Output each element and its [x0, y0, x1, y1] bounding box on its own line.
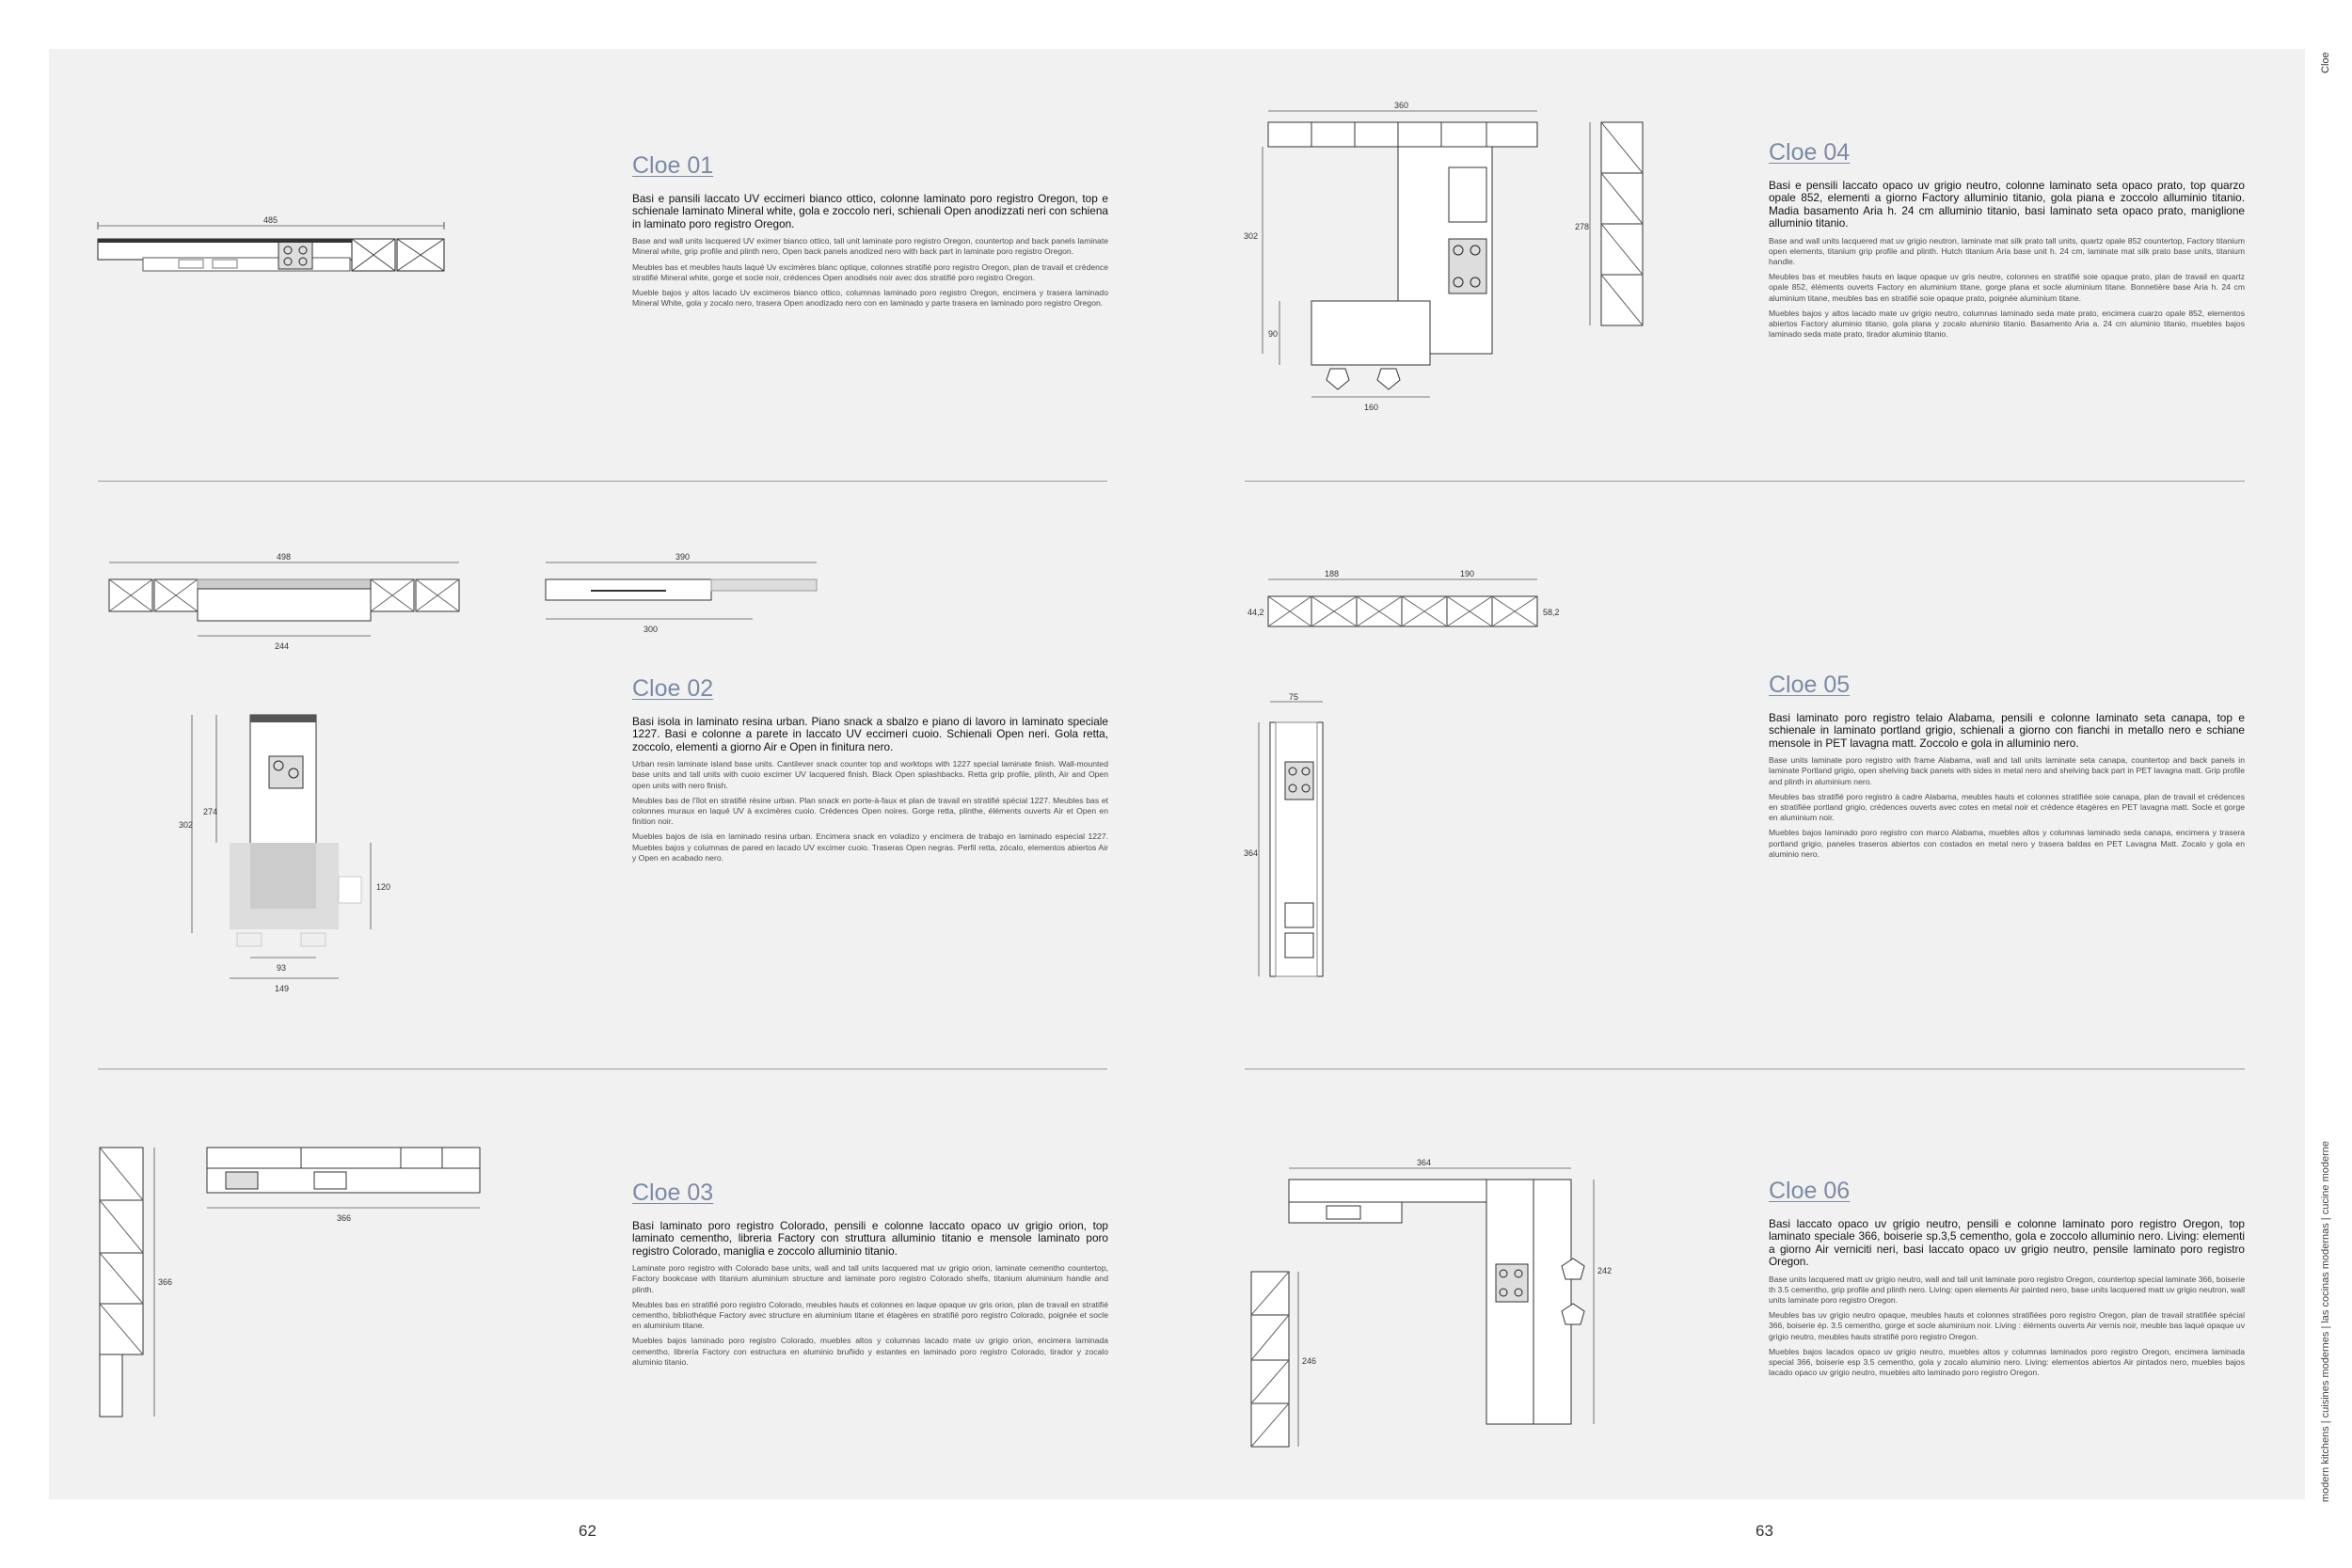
entry-cloe-04 [1769, 139, 2245, 344]
entry-text-es: Muebles bajos de isla en laminado resina urban. Encimera snack en voladizo y encimera de trabajo en laminado especial 1227. Muebles bajos y columnas de pared en lacado UV excimer cuoio. Traseras Open negras. Perfil retta, zócalo, elementos abiertos Air y Open en acabado nero. [632, 832, 1108, 863]
dimension-label: 244 [275, 641, 290, 651]
entry-text-es: Muebles bajos lacados opaco uv grigio neutro, muebles altos y columnas laminados poro registro Oregon, encimera laminada special 366, boiserie esp 3.5 cementho, gola y zocalo aluminio nero. Living: elementos abiertos Air pintados nero, muebles bajos lacado opaco uv grigio neutro, muebles alto laminado poro registro Oregon. [1769, 1346, 2245, 1378]
dimension-label: 90 [1268, 329, 1279, 339]
dimension-label: 364 [1244, 848, 1259, 858]
entry-cloe-03 [632, 1180, 1108, 1372]
floor-plan-drawing [203, 1144, 485, 1238]
floor-plan-cloe-05-wall [1246, 570, 1565, 645]
floor-plan-cloe-06 [1242, 1158, 1637, 1462]
entry-text-en: Base units lacquered matt uv grigio neutro, wall and tall unit laminate poro registro Oregon, countertop special laminate 366, boiserie th 3.5 cementho, grip profile and plinth nero. Living: open elements Air painted nero, base units lacquered matt uv grigio neutron, wall units laminate poro registro Oregon. [1769, 1274, 2245, 1306]
entry-cloe-06 [1769, 1178, 2245, 1383]
dimension-label: 120 [376, 882, 391, 892]
divider [98, 481, 1107, 482]
entry-lead: Basi e pansili laccato UV eccimeri bianco ottico, colonne laminato poro registro Oregon, top e schienale laminato Mineral white, gola e zoccolo neri, schienali Open anodizzati neri con schiena in laminato poro registro Oregon. [632, 192, 1108, 230]
entry-lead: Basi laccato opaco uv grigio neutro, pensili e colonne laminato poro registro Oregon, top laminato speciale 366, boiserie sp.3,5 cementho, gola e zoccolo alluminio nero. Living: elementi a giorno Air verniciti neri, basi laccato opaco uv grigio neutro, pensile laminato poro registro Oregon. [1769, 1217, 2245, 1269]
entry-text-en: Laminate poro registro with Colorado base units, wall and tall units lacquered mat uv grigio orion, laminate cementho countertop, Factory bookcase with titanium aluminium structure and laminate poro registro Colorado shelfs, titanium aluminium handle and plinth. [632, 1263, 1108, 1294]
floor-plan-cloe-01 [94, 214, 452, 290]
floor-plan-drawing [1240, 98, 1654, 418]
floor-plan-cloe-02-top [102, 553, 835, 657]
entry-text-fr: Meubles bas de l'îlot en stratifié résine urban. Plan snack en porte-à-faux et plan de travail en stratifié spécial 1227. Meubles bas et colonnes muraux en laqué UV à excimères cuoio. Crédences Open noires. Gorge retta, plinthe, éléments ouverts Air et Open en finition noir. [632, 795, 1108, 827]
divider [1245, 481, 2245, 482]
dimension-label: 366 [337, 1213, 352, 1223]
floor-plan-cloe-05-run [1242, 692, 1345, 988]
floor-plan-drawing [1242, 692, 1345, 988]
entry-text-fr: Meubles bas uv grigio neutro opaque, meubles hauts et colonnes stratifiées poro registro Oregon, plan de travail stratifiée spécial 366, boiserie ép. 3.5 cementho, gorge et socle aluminium noir. Living : éléments ouverts Air vernis noir, meuble bas laqué opaque uv grigio neutro, meubles hauts stratifié poro registro Oregon. [1769, 1310, 2245, 1341]
dimension-label: 498 [277, 552, 292, 562]
entry-text-es: Muebles bajos laminado poro registro con marco Alabama, muebles altos y columnas laminado seda canapa, encimera y trasera portland grigio, paneles traseros abiertos con costados en metal nero y trasera baldas en PET Lavagna Matt. Zocalo y gola en aluminio nero. [1769, 828, 2245, 859]
floor-plan-drawing [1242, 1158, 1637, 1462]
floor-plan-cloe-04 [1240, 98, 1654, 418]
entry-text-fr: Meubles bas et meubles hauts laqué Uv excimères blanc optique, colonnes stratifié poro registro Oregon, plan de travail et crédence stratifié Mineral white, gorge et socle noir, crédences Open anodisés noir avec dos stratifié poro registro Oregon. [632, 261, 1108, 282]
dimension-label: 75 [1289, 692, 1299, 702]
entry-title[interactable]: Cloe 02 [632, 675, 714, 702]
entry-lead: Basi laminato poro registro Colorado, pensili e colonne laccato opaco uv grigio orion, top laminato cementho, libreria Factory con struttura alluminio titanio e mensole laminato poro registro Colorado, maniglia e zoccolo alluminio titanio. [632, 1219, 1108, 1258]
entry-text-es: Mueble bajos y altos lacado Uv excimeros bianco ottico, columnas laminado poro registro Oregon, encimera y trasera laminado Mineral White, gola y zocalo nero, trasera Open anodizado nero con en laminado y parte trasera en laminado poro registro Oregon. [632, 288, 1108, 309]
floor-plan-drawing [1246, 570, 1565, 645]
dimension-label: 364 [1417, 1158, 1432, 1167]
floor-plan-drawing [92, 1144, 173, 1426]
dimension-label: 274 [203, 807, 218, 816]
dimension-label: 246 [1302, 1356, 1317, 1366]
entry-text-en: Urban resin laminate island base units. Cantilever snack counter top and worktops with 1227 special laminate finish. Wall-mounted base units and tall units with cuoio excimer UV lacquered finish. Black Open splashbacks. Retta grip profile, plinth, Air and Open open units with nero finish. [632, 759, 1108, 790]
dimension-label: 188 [1325, 569, 1340, 578]
dimension-label: 300 [644, 625, 659, 634]
dimension-label: 44,2 [1248, 608, 1264, 617]
dimension-label: 485 [263, 215, 278, 225]
entry-cloe-01 [632, 152, 1108, 313]
entry-cloe-02 [632, 675, 1108, 868]
section-tab: Cloe [2320, 52, 2331, 73]
floor-plan-cloe-03-wall [92, 1144, 173, 1426]
entry-text-fr: Meubles bas en stratifié poro registro Colorado, meubles hauts et colonnes en laque opaque uv gris orion, plan de travail en stratifié cementho, bibliothèque Factory avec structure en aluminium titane et étagères en stratifié poro registro Colorado, poignée et socle en aluminium titane. [632, 1299, 1108, 1331]
entry-cloe-05 [1769, 672, 2245, 864]
floor-plan-drawing [102, 553, 835, 657]
side-footer: modern kitchens | cuisines modernes | las cocinas modernas | cucine moderne [2320, 1141, 2331, 1502]
dimension-label: 160 [1364, 403, 1379, 412]
entry-text-en: Base and wall units lacquered UV eximer bianco ottico, tall unit laminate poro registro Oregon, countertop and back panels laminate Mineral white, grip profile and plinth nero, Open back panels anodized nero with back part in laminate poro registro Oregon. [632, 236, 1108, 257]
dimension-label: 242 [1597, 1266, 1613, 1275]
dimension-label: 58,2 [1543, 608, 1560, 617]
entry-text-es: Muebles bajos y altos lacado mate uv grigio neutro, columnas laminado seda mate prato, encimera cuarzo opale 852, elementos abiertos Factory aluminio titanio, gola plana y zocalo aluminio titanio. Basamento Aria a. 24 cm aluminio titanio, muebles bajos laminado seda mate prato, tirador aluminio titanio. [1769, 308, 2245, 340]
entry-title[interactable]: Cloe 04 [1769, 139, 1851, 166]
dimension-label: 190 [1460, 569, 1475, 578]
entry-text-en: Base units laminate poro registro with frame Alabama, wall and tall units laminate seta canapa, countertop and back panels in laminate Portland grigio, open shelving back panels with sides in metal nero and shelving back part in PET lavagna matt. Grip profile and plinth in aluminium nero. [1769, 755, 2245, 786]
entry-title[interactable]: Cloe 01 [632, 152, 714, 179]
floor-plan-cloe-02-island [179, 711, 395, 1003]
dimension-label: 366 [158, 1277, 173, 1287]
entry-lead: Basi laminato poro registro telaio Alabama, pensili e colonne laminato seta canapa, top e schienale in laminato portland grigio, schienali a giorno con fianchi in metallo nero e schiane mensole in PET lavagna matt. Zoccolo e gola in alluminio nero. [1769, 711, 2245, 750]
entry-text-en: Base and wall units lacquered mat uv grigio neutron, laminate mat silk prato tall units, quartz opale 852 countertop, Factory titanium open elements, titanium grip profile and plinth. Hutch titanium Aria base unit h. 24 cm, laminate mat silk prato base units, titanium handle. [1769, 235, 2245, 267]
floor-plan-cloe-03-run [203, 1144, 485, 1238]
floor-plan-drawing [179, 711, 395, 1003]
dimension-label: 302 [179, 820, 194, 830]
entry-lead: Basi isola in laminato resina urban. Piano snack a sbalzo e piano di lavoro in laminato speciale 1227. Basi e colonne a parete in laccato UV eccimeri cuoio. Schienali Open neri. Gola retta, zoccolo, elementi a giorno Air e Open in finitura nero. [632, 715, 1108, 753]
dimension-label: 93 [277, 963, 287, 973]
entry-text-fr: Meubles bas stratifié poro registro à cadre Alabama, meubles hauts et colonnes stratifiée soie canapa, plan de travail et crédences en stratifiée portland grigio, crédences ouverts avec cotes en metal noir et crédence étagères en PET lavagna matt. Socle et gorge en aluminium noir. [1769, 791, 2245, 823]
entry-title[interactable]: Cloe 06 [1769, 1178, 1851, 1204]
entry-title[interactable]: Cloe 03 [632, 1180, 714, 1206]
entry-text-es: Muebles bajos laminado poro registro Colorado, muebles altos y columnas lacado mate uv grigio orion, encimera laminada cementho, librería Factory con estructura en aluminio bruñido y estantes en laminado poro registro Colorado, tirador y zocalo aluminio titanio. [632, 1336, 1108, 1367]
entry-title[interactable]: Cloe 05 [1769, 672, 1851, 698]
dimension-label: 149 [275, 984, 290, 993]
dimension-label: 302 [1244, 231, 1259, 241]
entry-lead: Basi e pensili laccato opaco uv grigio neutro, colonne laminato seta opaco prato, top quarzo opale 852, elementi a giorno Factory alluminio titanio, gola piana e zoccolo alluminio titanio. Madia basamento Aria h. 24 cm alluminio titanio, basi laminato seta opaco prato, maniglione alluminio titanio. [1769, 179, 2245, 230]
dimension-label: 360 [1394, 101, 1409, 110]
dimension-label: 390 [675, 552, 691, 562]
page-number-left: 62 [579, 1522, 596, 1540]
floor-plan-drawing [94, 214, 452, 290]
entry-text-fr: Meubles bas et meubles hauts en laque opaque uv gris neutre, colonnes en stratifié soie opaque prato, plan de travail en quartz opale 852, éléments ouverts Factory en aluminium titane, gorge plana et socle aluminium titane. Bonnetière base Aria h. 24 cm aluminium titane, meubles bas en stratifié soie opaque prato, poignée aluminium titane. [1769, 272, 2245, 303]
page-number-right: 63 [1756, 1522, 1773, 1540]
dimension-label: 278 [1575, 222, 1590, 231]
